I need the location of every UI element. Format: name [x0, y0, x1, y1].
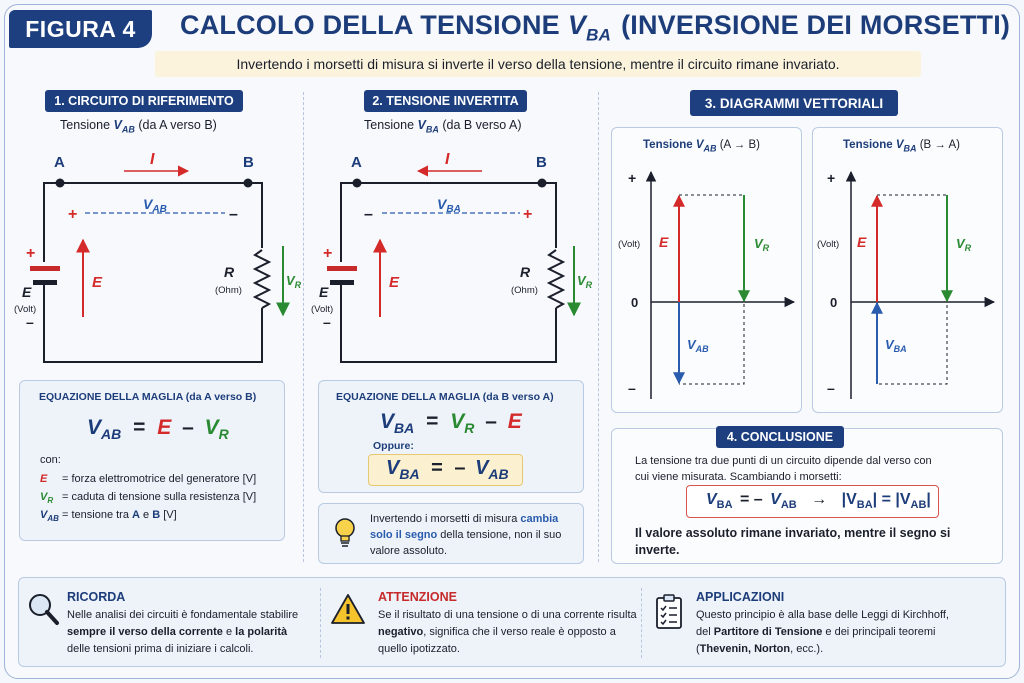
- current-2-label: I: [445, 151, 450, 168]
- attenzione-line1: Se il risultato di una tensione o di una corrente risulta: [378, 609, 637, 621]
- eq1-lhs: V: [87, 416, 102, 439]
- eq2-op: –: [485, 410, 497, 433]
- legend-vab-v: V: [40, 509, 48, 521]
- section1-caption-post: (da A verso B): [134, 118, 217, 132]
- equation2-formula: [380, 410, 522, 436]
- concl-rhs: V: [770, 491, 781, 508]
- ricorda-text: [67, 607, 317, 658]
- legend-e-text: = forza elettromotrice del generatore [V]: [62, 473, 257, 485]
- battery-2-plate-pos: [327, 266, 357, 271]
- ricorda-line2-mid: e: [222, 626, 236, 638]
- legend-vab-a: A: [132, 509, 140, 521]
- applicazioni-text: [696, 607, 996, 658]
- eq2-vr: V: [450, 410, 465, 433]
- applicazioni-line3: [696, 641, 996, 658]
- vba-2-v: V: [437, 196, 447, 212]
- battery-2-e: E: [319, 284, 329, 300]
- section2-caption-post: (da B verso A): [438, 118, 522, 132]
- attenzione-line2-bold: negativo: [378, 626, 424, 638]
- equation2-alt-formula: [386, 457, 509, 482]
- section2-caption-var: V: [417, 118, 426, 132]
- tip-text: [370, 511, 580, 559]
- vl-unit: (Volt): [618, 239, 641, 250]
- vr-dashed: [877, 195, 947, 384]
- vr-vr-v: V: [956, 236, 965, 251]
- vl-e-label: E: [659, 234, 669, 250]
- vector-diagrams: [611, 127, 1003, 413]
- vector-right-title-post: (B → A): [916, 139, 960, 151]
- figure-badge: [9, 10, 152, 48]
- section1-caption-pre: Tensione: [60, 118, 114, 132]
- magnifier-icon: [27, 592, 61, 628]
- eq2-vr-sub: R: [464, 420, 475, 437]
- node-1-a-label: A: [54, 154, 65, 171]
- title-main: CALCOLO DELLA TENSIONE: [180, 10, 560, 40]
- node-2-a: [353, 179, 362, 188]
- eq1-vr: V: [204, 416, 219, 439]
- equation2-title: EQUAZIONE DELLA MAGLIA (da B verso A): [336, 391, 554, 403]
- section2-tag: 2. TENSIONE INVERTITA: [364, 90, 527, 112]
- vl-minus: –: [628, 380, 636, 396]
- conclusion-text: La tensione tra due punti di un circuito dipende dal verso con cui viene misurata. Scambiando i morsetti:: [635, 455, 932, 483]
- resistor-1-gap: [254, 248, 270, 308]
- r-2-unit: (Ohm): [511, 285, 538, 296]
- attenzione-line2: [378, 624, 640, 641]
- section1-caption-sub: AB: [121, 124, 135, 135]
- ricorda-line2: [67, 624, 317, 641]
- battery-1-e: E: [22, 284, 32, 300]
- equation1-con: con:: [40, 454, 61, 466]
- bottom-divider-2: [641, 588, 642, 658]
- eq2-lhs-sub: BA: [394, 420, 415, 437]
- current-1-label: I: [150, 151, 155, 168]
- e-1-label: E: [92, 274, 103, 291]
- section2-caption-sub: BA: [425, 124, 439, 135]
- concl-abs-sub1: BA: [856, 499, 873, 512]
- tip-pre: Invertendo i morsetti di misura: [370, 513, 521, 525]
- vector-right-title-var: V: [895, 139, 904, 151]
- checklist-icon: [654, 594, 684, 630]
- title-var-sub: BA: [586, 25, 612, 45]
- vba-2-label: [437, 196, 461, 215]
- ricorda-line1: Nelle analisi dei circuiti è fondamentale stabilire: [67, 609, 299, 621]
- vab-1-label: [143, 196, 167, 215]
- applicazioni-line2: [696, 624, 996, 641]
- section2-caption: [364, 118, 522, 135]
- battery-1-plate-pos: [30, 266, 60, 271]
- equation1-title: EQUAZIONE DELLA MAGLIA (da A verso B): [39, 391, 257, 403]
- legend-e: [40, 473, 256, 485]
- eq1-lhs-sub: AB: [101, 426, 122, 443]
- legend-vr-sub: R: [47, 496, 54, 506]
- concl-lhs-sub: BA: [716, 499, 733, 512]
- eq2-lhs: V: [380, 410, 395, 433]
- eq2-alt-rhs-sub: AB: [488, 466, 509, 482]
- vector-right-title-pre: Tensione: [843, 139, 896, 151]
- tip-highlight: cambia solo il segno: [370, 513, 559, 541]
- conclusion-formula: [706, 491, 931, 511]
- vr-zero: 0: [830, 295, 838, 310]
- vl-vab-sub: AB: [695, 344, 709, 354]
- node-2-b: [538, 179, 547, 188]
- lightbulb-icon: [332, 516, 358, 548]
- vba-2-minus: –: [364, 206, 373, 223]
- battery-2-unit: (Volt): [311, 304, 334, 315]
- concl-arrow: →: [811, 491, 828, 508]
- legend-vr-v: V: [40, 491, 48, 503]
- battery-2-plate-neg: [330, 280, 354, 285]
- circuit-2-diagram: [300, 140, 600, 372]
- battery-2-minus: –: [323, 314, 331, 330]
- warning-icon: [330, 593, 366, 625]
- legend-vab-and: e: [139, 509, 153, 521]
- vr-vba-label: [885, 337, 907, 354]
- applicazioni-line2-bold: Partitore di Tensione: [713, 626, 823, 638]
- attenzione-line2-rest: , significa che il verso reale è opposto a: [423, 626, 616, 638]
- node-1-b-label: B: [243, 154, 254, 171]
- legend-vab-post: [V]: [160, 509, 177, 521]
- node-2-a-label: A: [351, 154, 362, 171]
- ricorda-line2-bold: sempre il verso della corrente: [67, 626, 223, 638]
- conclusion-tag: 4. CONCLUSIONE: [716, 426, 844, 448]
- vr-minus: –: [827, 380, 835, 396]
- eq2-alt-rhs: V: [475, 457, 489, 479]
- legend-vab: [40, 509, 177, 523]
- eq1-op: –: [182, 416, 194, 439]
- legend-vab-sub: AB: [47, 514, 59, 524]
- vr-2-label: [577, 273, 593, 290]
- eq1-eq: =: [133, 416, 146, 439]
- eq2-alt-lhs: V: [386, 457, 400, 479]
- e-2-label: E: [389, 274, 400, 291]
- resistor-2-gap: [548, 248, 564, 308]
- vr-vr-sub: R: [964, 243, 972, 253]
- legend-vr-sym: [40, 491, 62, 505]
- vr-plus: +: [827, 170, 836, 186]
- vector-left-title-var: V: [695, 139, 704, 151]
- concl-abs-pre: |V: [841, 491, 857, 508]
- vl-vr-v: V: [754, 236, 763, 251]
- eq2-alt-lhs-sub: BA: [399, 466, 420, 482]
- section2-caption-pre: Tensione: [364, 118, 418, 132]
- vba-2-sub: BA: [446, 204, 461, 215]
- vl-zero: 0: [631, 295, 639, 310]
- subtitle: Invertendo i morsetti di misura si inverte il verso della tensione, mentre il circuito rimane invariato.: [155, 51, 921, 77]
- vab-1-v: V: [143, 196, 153, 212]
- ricorda-line2-bold2: la polarità: [235, 626, 288, 638]
- vl-vr-sub: R: [762, 243, 770, 253]
- node-1-a: [56, 179, 65, 188]
- circuit-1-wire-left: [44, 183, 60, 262]
- circuit-2-wire-left: [341, 183, 357, 262]
- battery-1-unit: (Volt): [14, 304, 37, 315]
- vr-1-sub: R: [294, 280, 302, 290]
- vr-2-v: V: [577, 273, 586, 288]
- legend-vr-text: = caduta di tensione sulla resistenza [V]: [62, 491, 257, 503]
- concl-lhs: V: [706, 491, 717, 508]
- eq1-vr-sub: R: [218, 426, 229, 443]
- vab-1-plus: +: [68, 206, 78, 223]
- legend-vr: [40, 491, 256, 505]
- legend-vab-pre: = tensione tra: [62, 509, 133, 521]
- vr-e-label: E: [857, 234, 867, 250]
- concl-abs-sub2: AB: [910, 499, 927, 512]
- ricorda-title: RICORDA: [67, 590, 126, 604]
- vba-2-plus: +: [523, 206, 533, 223]
- conclusion-footer: Il valore assoluto rimane invariato, mentre il segno si inverte.: [635, 526, 951, 557]
- eq2-eq: =: [426, 410, 439, 433]
- eq1-e: E: [157, 416, 172, 439]
- concl-abs-mid: | = |V: [872, 491, 911, 508]
- vr-1-v: V: [286, 273, 295, 288]
- applicazioni-line3-post: , ecc.).: [790, 643, 824, 655]
- section3-tag: 3. DIAGRAMMI VETTORIALI: [690, 90, 898, 116]
- applicazioni-line2-pre: del: [696, 626, 714, 638]
- eq2-alt-eq: =: [431, 457, 443, 479]
- vr-unit: (Volt): [817, 239, 840, 250]
- eq2-alt-minus: –: [454, 457, 466, 479]
- battery-2-plus: +: [323, 245, 333, 262]
- vector-left-title-post: (A → B): [716, 139, 760, 151]
- vector-left-title-pre: Tensione: [643, 139, 696, 151]
- node-2-b-label: B: [536, 154, 547, 171]
- applicazioni-title: APPLICAZIONI: [696, 590, 785, 604]
- section1-tag: 1. CIRCUITO DI RIFERIMENTO: [45, 90, 243, 112]
- vr-vba-v: V: [885, 337, 894, 352]
- figure-badge-text: FIGURA 4: [25, 15, 136, 42]
- vl-vab-v: V: [687, 337, 696, 352]
- vector-left-title-sub: AB: [703, 143, 717, 154]
- vr-vba-sub: BA: [893, 344, 907, 354]
- r-1-label: R: [224, 264, 235, 280]
- legend-vab-b: B: [152, 509, 161, 521]
- title-var: [568, 10, 611, 45]
- circuit-1-diagram: [0, 140, 303, 372]
- eq2-e: E: [507, 410, 522, 433]
- legend-e-sym: E: [40, 473, 48, 485]
- bottom-divider-1: [320, 588, 321, 658]
- r-1-unit: (Ohm): [215, 285, 242, 296]
- vr-vr-label: [956, 236, 972, 253]
- tip-post: della tensione, non il suo valore assoluto.: [370, 529, 562, 557]
- title-tail: (INVERSIONE DEI MORSETTI): [621, 10, 1011, 40]
- concl-rhs-sub: AB: [780, 499, 797, 512]
- vl-dashed: [679, 195, 744, 384]
- vl-plus: +: [628, 170, 637, 186]
- applicazioni-line2-post: e dei principali teoremi: [822, 626, 936, 638]
- vab-1-minus: –: [229, 206, 238, 223]
- applicazioni-line3-pre: (: [696, 643, 700, 655]
- vr-2-sub: R: [585, 280, 593, 290]
- applicazioni-line1: Questo principio è alla base delle Leggi di Kirchhoff,: [696, 609, 949, 621]
- vab-1-sub: AB: [152, 204, 167, 215]
- vector-right-title-sub: BA: [903, 143, 917, 154]
- concl-abs-end: |: [926, 491, 931, 508]
- section1-caption: [60, 118, 217, 135]
- applicazioni-line3-bold: Thevenin, Norton: [699, 643, 791, 655]
- legend-vab-sym: [40, 509, 62, 523]
- concl-mid: = –: [740, 491, 768, 508]
- title-var-letter: V: [567, 10, 587, 40]
- node-1-b: [244, 179, 253, 188]
- attenzione-text: [378, 607, 640, 658]
- vl-vr-label: [754, 236, 770, 253]
- equation2-oppure: Oppure:: [373, 440, 414, 452]
- battery-1-plate-neg: [33, 280, 57, 285]
- attenzione-title: ATTENZIONE: [378, 590, 457, 604]
- equation1-formula: [87, 416, 229, 442]
- vl-vab-label: [687, 337, 709, 354]
- ricorda-line3: delle tensioni prima di iniziare i calcoli.: [67, 643, 254, 655]
- r-2-label: R: [520, 264, 531, 280]
- section1-caption-var: V: [113, 118, 122, 132]
- battery-1-plus: +: [26, 245, 36, 262]
- attenzione-line3: quello ipotizzato.: [378, 643, 460, 655]
- page-title: [180, 10, 1011, 48]
- battery-1-minus: –: [26, 314, 34, 330]
